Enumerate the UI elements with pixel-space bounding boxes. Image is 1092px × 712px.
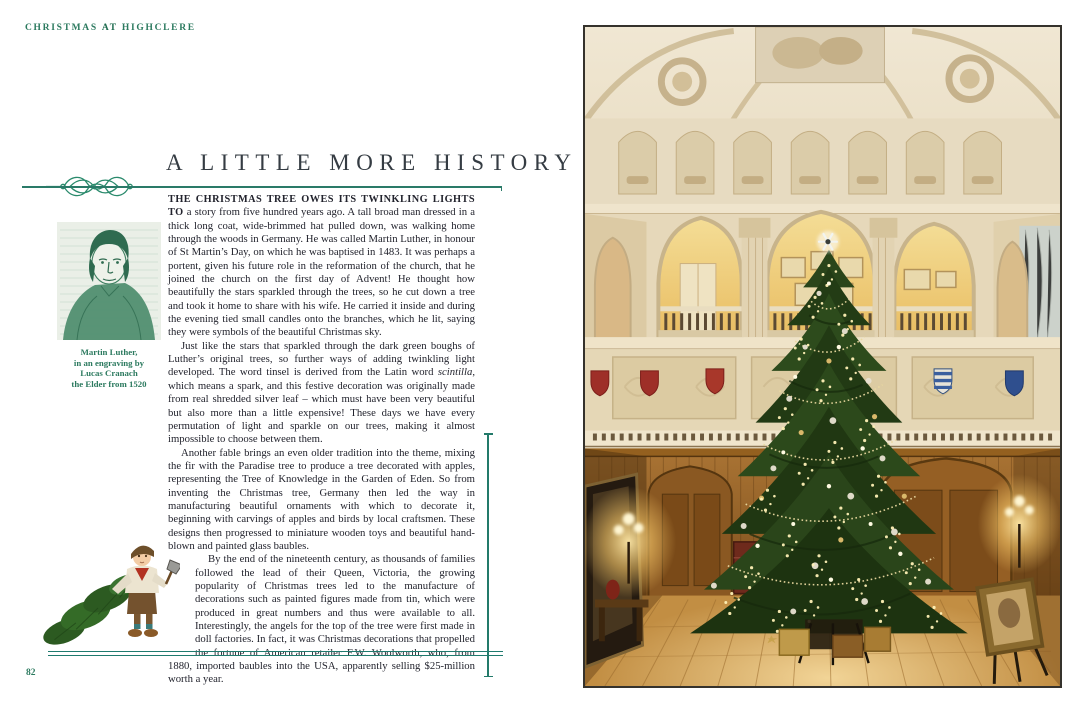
paragraph-2 bbox=[168, 340, 475, 447]
article-text bbox=[168, 193, 475, 687]
caption-line: in an engraving by bbox=[73, 357, 145, 368]
luther-engraving bbox=[57, 222, 161, 340]
title-rule bbox=[22, 186, 502, 188]
paragraph-4-text: By the end of the nineteenth century, as thousands of families followed the lead of their Queen, Victoria, the growing popularity of Christmas trees led to the manufacture of decorations such as painted figures made from tin, which were produced in great numbers and thus were available to all. Interestingly, the angels for the top of the tree were first made in doll factories. In fact, it was Christmas decorations that propelled the fortune of American retailer F.W. Woolworth, who, from 1880, imported baubles into the USA, apparently selling $25-million worth a year. bbox=[168, 553, 475, 686]
caption-line: the Elder from 1520 bbox=[71, 378, 147, 389]
latin-word: scintilla bbox=[437, 366, 473, 379]
page-number: 82 bbox=[26, 668, 36, 678]
paragraph-1 bbox=[168, 193, 475, 340]
paragraph-3: Another fable brings an even older tradition into the theme, mixing the fir with the Paradise tree to produce a tree decorated with apples, representing the Tree of Knowledge in the Garden of Eden. So from inventing the Christmas tree, Germany then led the way in manufacturing beautiful ornaments with which to decorate it, beginning with carvings of apples and birds by local craftsmen. These designs then progressed to miniature wooden toys and beautiful hand-blown and painted glass baubles. bbox=[168, 446, 475, 552]
luther-caption bbox=[40, 347, 178, 389]
footer-double-rule bbox=[48, 651, 503, 656]
paragraph-2-text-a: Just like the stars that sparkled through the dark green boughs of Luther’s original trees, so further ways of adding twinkling light developed. The word tinsel is derived from the Latin word bbox=[168, 339, 475, 379]
saloon-christmas-tree-photo bbox=[583, 25, 1062, 688]
paragraph-2-text-b: , which means a spark, and this festive decoration was originally made from real shredded silver leaf – which must have been very beautiful but also more than a little expensive! These days we have every permutation of light and sparkle on our trees, making it almost impossible to choose between them. bbox=[168, 366, 475, 446]
paragraph-1-text: a story from five hundred years ago. A tall broad man dressed in a thick long coat, wide-brimmed hat pulled down, was walking home through the woods in Germany. He was called Martin Luther, in honour of St Martin’s Day, on which he was baptised in 1483. It was perhaps a portent, given his future role in the reformation of the church, that he joined the church on the first day of Advent! He thought how beautifully the stars sparkled through the trees, so he cut down a tree and took it home to share with his wife. He carried it inside and during the evening tied small candles onto the branches, which he lit, saying they were symbols of the beautiful Christmas sky. bbox=[168, 206, 475, 339]
title-rule-end-tick bbox=[501, 186, 503, 191]
vertical-rule-top-tick bbox=[484, 433, 493, 435]
paragraph-4 bbox=[168, 553, 475, 686]
caption-line: Lucas Cranach bbox=[80, 368, 138, 379]
vertical-rule-bottom-tick bbox=[484, 676, 493, 678]
boy-with-tree-illustration bbox=[42, 536, 180, 650]
chapter-title: A LITTLE MORE HISTORY bbox=[166, 150, 578, 175]
running-header-pre: CHRISTMAS bbox=[25, 23, 102, 33]
running-header-at: AT bbox=[101, 23, 118, 33]
vertical-rule bbox=[487, 433, 489, 677]
running-header bbox=[25, 23, 196, 33]
lead-in: THE CHRISTMAS TREE OWES ITS TWINKLING LIGHTS TO bbox=[168, 194, 475, 219]
caption-line: Martin Luther, bbox=[80, 347, 138, 357]
running-header-post: HIGHCLERE bbox=[117, 23, 196, 33]
